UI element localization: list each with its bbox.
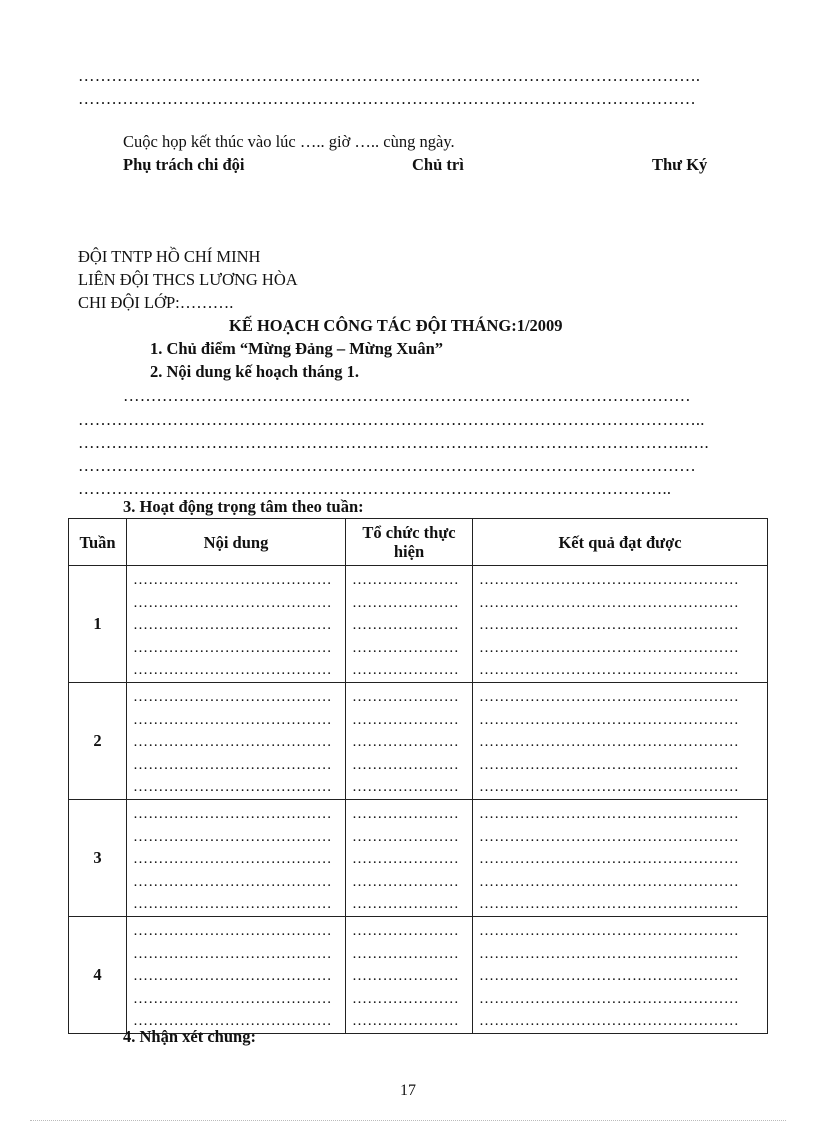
organize-cell: ………………… ………………… ………………… ………………… ………………… bbox=[352, 572, 460, 679]
week-number: 1 bbox=[69, 566, 127, 683]
weekly-plan-table bbox=[68, 518, 768, 1034]
result-cell: …………………………………………… …………………………………………… …………………………………………… …………………………………………… …………………………………………… bbox=[479, 805, 740, 913]
content-line: ………………………………………………………………………………………… bbox=[123, 386, 691, 405]
section-4-title: 4. Nhận xét chung: bbox=[123, 1027, 256, 1046]
header-content: Nội dung bbox=[127, 519, 346, 566]
content-line: ………………………………………………………………………………………………..…. bbox=[78, 433, 709, 452]
page-title: KẾ HOẠCH CÔNG TÁC ĐỘI THÁNG:1/2009 bbox=[229, 316, 563, 335]
content-cell: ………………………………… ………………………………… ………………………………… ………………………………… ………………………………… bbox=[133, 572, 332, 679]
signature-label-right: Thư Ký bbox=[652, 155, 708, 174]
table-row bbox=[69, 682, 768, 799]
result-cell: …………………………………………… …………………………………………… …………………………………………… …………………………………………… …………………………………………… bbox=[479, 688, 740, 796]
week-number: 2 bbox=[69, 682, 127, 799]
organize-cell: ………………… ………………… ………………… ………………… ………………… bbox=[352, 688, 460, 796]
section-3-title: 3. Hoạt động trọng tâm theo tuần: bbox=[123, 497, 364, 516]
signature-label-left: Phụ trách chi đội bbox=[123, 155, 245, 174]
result-cell: …………………………………………… …………………………………………… …………………………………………… …………………………………………… …………………………………………… bbox=[479, 572, 740, 679]
week-number: 4 bbox=[69, 916, 127, 1033]
content-cell: ………………………………… ………………………………… ………………………………… ………………………………… ………………………………… bbox=[133, 688, 332, 796]
table-row bbox=[69, 799, 768, 916]
org-line-1: ĐỘI TNTP HỒ CHÍ MINH bbox=[78, 247, 261, 266]
dotted-line-1: …………………………………………………………………………………………………. bbox=[78, 66, 701, 85]
page-number: 17 bbox=[400, 1082, 416, 1099]
content-cell: ………………………………… ………………………………… ………………………………… ………………………………… ………………………………… bbox=[133, 922, 332, 1030]
meeting-end-text: Cuộc họp kết thúc vào lúc ….. giờ ….. cùng ngày. bbox=[123, 132, 455, 151]
content-line: …………………………………………………………………………………………….. bbox=[78, 479, 672, 498]
org-line-3: CHI ĐỘI LỚP:………. bbox=[78, 293, 234, 312]
item-1: 1. Chủ điểm “Mừng Đảng – Mừng Xuân” bbox=[150, 339, 444, 358]
signature-label-mid: Chủ trì bbox=[412, 155, 464, 174]
organize-cell: ………………… ………………… ………………… ………………… ………………… bbox=[352, 922, 460, 1030]
header-organize: Tổ chức thực hiện bbox=[346, 519, 473, 566]
header-result: Kết quả đạt được bbox=[473, 519, 768, 566]
content-cell: ………………………………… ………………………………… ………………………………… ………………………………… ………………………………… bbox=[133, 805, 332, 913]
item-2: 2. Nội dung kế hoạch tháng 1. bbox=[150, 362, 360, 381]
dotted-line-2: ………………………………………………………………………………………………… bbox=[78, 89, 696, 108]
footer-divider bbox=[30, 1120, 786, 1121]
result-cell: …………………………………………… …………………………………………… …………………………………………… …………………………………………… …………………………………………… bbox=[479, 922, 740, 1030]
content-line: ………………………………………………………………………………………………… bbox=[78, 456, 696, 475]
org-line-2: LIÊN ĐỘI THCS LƯƠNG HÒA bbox=[78, 270, 298, 289]
header-week: Tuần bbox=[69, 519, 127, 566]
week-number: 3 bbox=[69, 799, 127, 916]
content-line: ………………………………………………………………………………………………….. bbox=[78, 410, 705, 429]
table-header-row bbox=[69, 519, 768, 566]
organize-cell: ………………… ………………… ………………… ………………… ………………… bbox=[352, 805, 460, 913]
table-row bbox=[69, 916, 768, 1033]
table-row bbox=[69, 566, 768, 683]
